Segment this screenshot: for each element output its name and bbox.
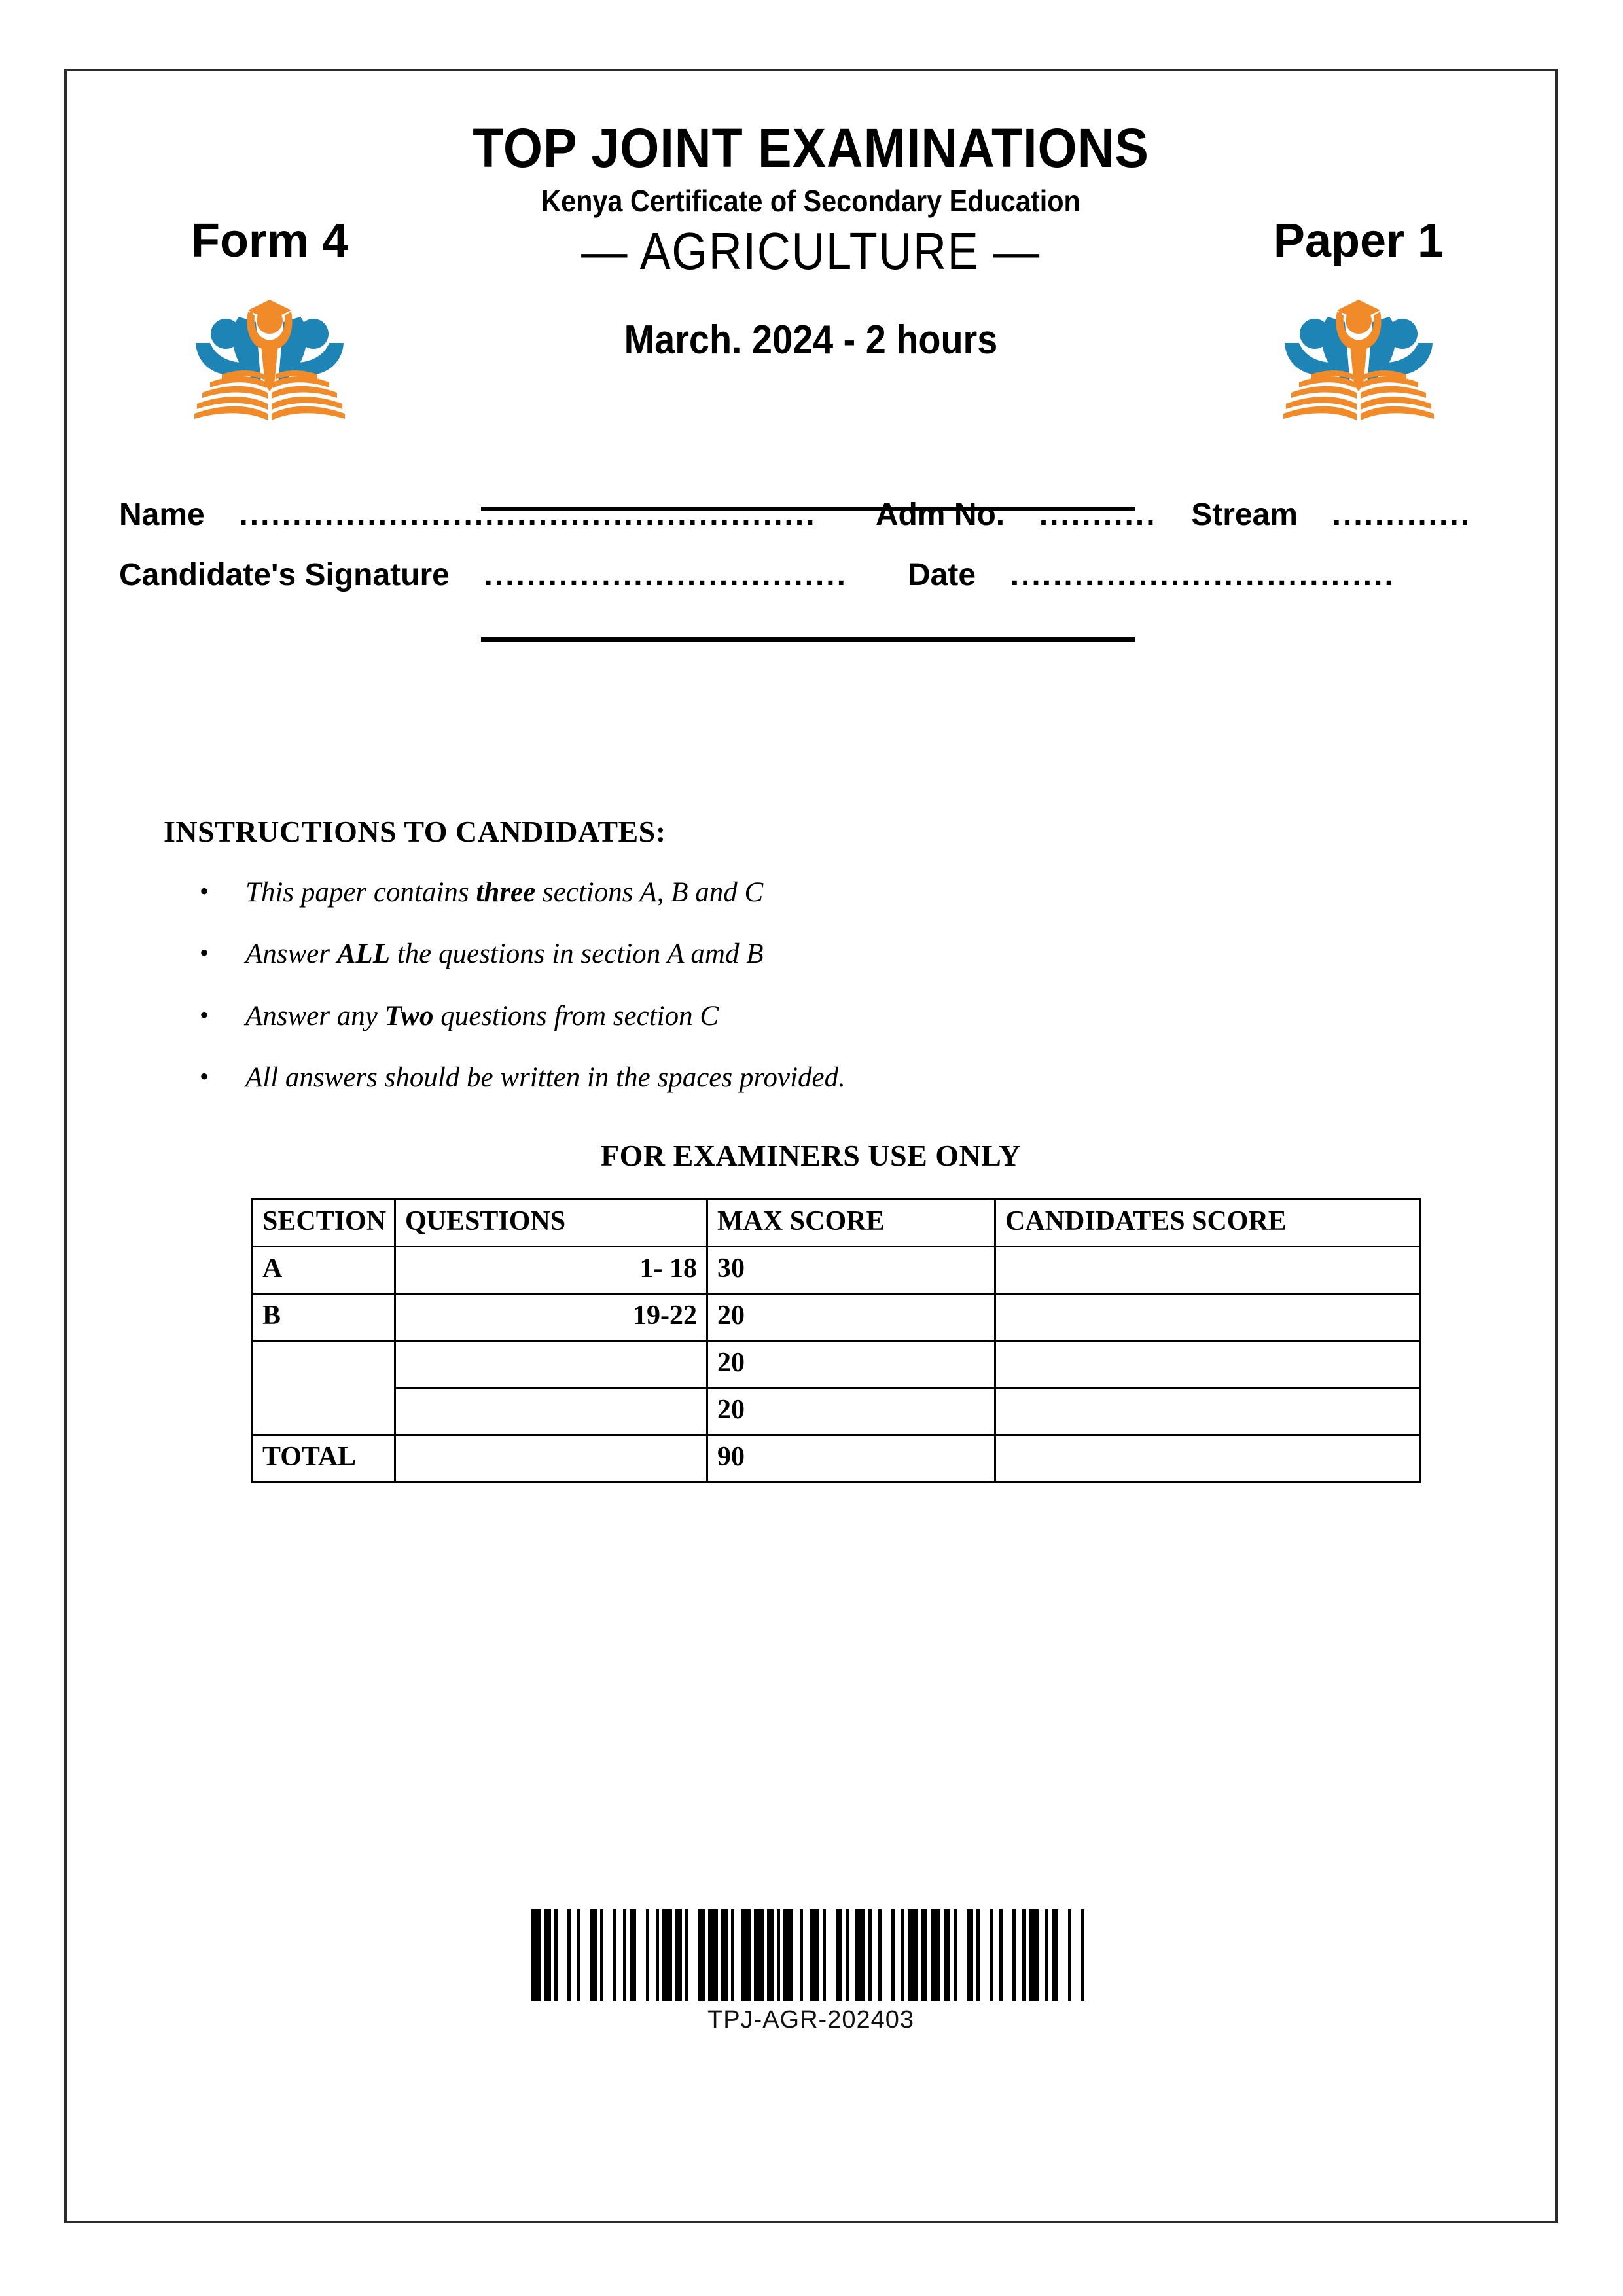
examiners-table-heading: FOR EXAMINERS USE ONLY: [601, 1139, 1021, 1172]
cell-max-score-total: 90: [707, 1435, 995, 1482]
barcode-image: [531, 1909, 1091, 2001]
exam-date-duration: March. 2024 - 2 hours: [624, 317, 998, 363]
exam-subtitle: Kenya Certificate of Secondary Education: [541, 184, 1080, 218]
bullet-icon: •: [200, 999, 209, 1030]
cell-questions: [395, 1341, 707, 1388]
adm-no-label: Adm No.: [875, 497, 1005, 532]
signature-label: Candidate's Signature: [119, 558, 450, 592]
column-header-section: SECTION: [253, 1200, 395, 1247]
instruction-text-post: the questions in section A amd B: [389, 939, 764, 970]
exam-title: TOP JOINT EXAMINATIONS: [473, 117, 1149, 179]
bullet-icon: •: [200, 1062, 209, 1092]
instruction-text-pre: This paper contains: [245, 877, 476, 908]
paper-label: Paper 1: [1273, 215, 1444, 267]
adm-no-input-line[interactable]: ...........: [1039, 497, 1157, 532]
bullet-icon: •: [200, 876, 209, 906]
exam-header: [67, 117, 1555, 487]
cell-max-score: 20: [707, 1388, 995, 1435]
cell-max-score: 30: [707, 1247, 995, 1294]
instruction-text-pre: Answer: [245, 939, 337, 970]
candidate-row-signature: [119, 557, 1509, 593]
instruction-text-post: sections A, B and C: [535, 877, 764, 908]
table-row: [253, 1341, 1420, 1388]
table-row: [253, 1247, 1420, 1294]
page-border: [64, 69, 1558, 2223]
cell-candidates-score-total[interactable]: [995, 1435, 1420, 1482]
exam-cover-sheet: [67, 71, 1555, 2221]
instruction-text-bold: three: [476, 877, 536, 908]
cell-section: B: [253, 1294, 395, 1341]
instructions-section: [164, 814, 1342, 1124]
table-header-row: [253, 1200, 1420, 1247]
instruction-item: [164, 876, 1342, 908]
header-divider-bottom: [481, 637, 1135, 642]
instructions-heading: INSTRUCTIONS TO CANDIDATES:: [164, 815, 666, 848]
cell-section: [253, 1341, 395, 1435]
bullet-icon: •: [200, 938, 209, 968]
candidate-row-name: [119, 497, 1509, 533]
date-input-line[interactable]: ....................................: [1010, 558, 1395, 592]
signature-input-line[interactable]: ..................................: [484, 558, 847, 592]
column-header-max-score: MAX SCORE: [707, 1200, 995, 1247]
cell-section-total: TOTAL: [253, 1435, 395, 1482]
name-label: Name: [119, 497, 205, 532]
barcode-caption: TPJ-AGR-202403: [707, 2006, 914, 2034]
table-row-total: [253, 1435, 1420, 1482]
table-row: [253, 1294, 1420, 1341]
stream-input-line[interactable]: .............: [1332, 497, 1472, 532]
graduates-open-book-icon: [1277, 283, 1440, 423]
cell-max-score: 20: [707, 1294, 995, 1341]
cell-candidates-score[interactable]: [995, 1388, 1420, 1435]
date-label: Date: [907, 558, 976, 592]
column-header-candidates-score: CANDIDATES SCORE: [995, 1200, 1420, 1247]
stream-label: Stream: [1191, 497, 1298, 532]
examiners-table: [251, 1198, 1419, 1483]
cell-candidates-score[interactable]: [995, 1294, 1420, 1341]
cell-questions: [395, 1435, 707, 1482]
instruction-text-bold: Two: [384, 1000, 434, 1031]
cell-max-score: 20: [707, 1341, 995, 1388]
form-label: Form 4: [190, 215, 349, 267]
name-input-line[interactable]: ......................................................: [239, 497, 817, 532]
instruction-item: [164, 938, 1342, 970]
table-row: [253, 1388, 1420, 1435]
column-header-questions: QUESTIONS: [395, 1200, 707, 1247]
cell-questions: 19-22: [395, 1294, 707, 1341]
instruction-text-pre: Answer any: [245, 1000, 385, 1031]
cell-questions: [395, 1388, 707, 1435]
cell-questions: 1- 18: [395, 1247, 707, 1294]
subject-title: — AGRICULTURE —: [581, 222, 1041, 280]
barcode-block: [67, 1901, 1555, 2034]
graduates-open-book-icon: [188, 283, 351, 423]
cell-section: A: [253, 1247, 395, 1294]
instruction-text-post: questions from section C: [433, 1000, 719, 1031]
instruction-text-pre: All answers should be written in the spaces provided.: [245, 1062, 846, 1094]
cell-candidates-score[interactable]: [995, 1247, 1420, 1294]
cell-candidates-score[interactable]: [995, 1341, 1420, 1388]
instruction-text-bold: ALL: [336, 939, 390, 970]
instruction-item: [164, 1062, 1342, 1094]
instruction-item: [164, 1000, 1342, 1032]
